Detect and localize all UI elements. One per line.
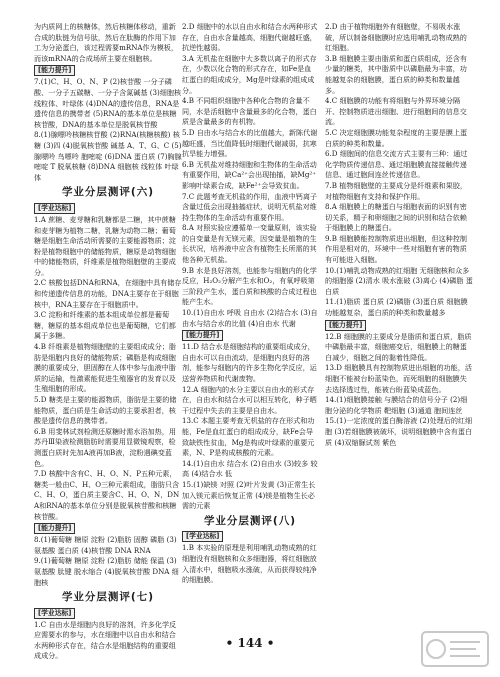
section-tag-row xyxy=(34,64,182,77)
answer-paragraph: 2.D 由于植物细胞外有细胞壁，不易吸水涨破，所以制备细胞膜时应选用哺乳动物成熟的红细胞。 xyxy=(325,22,467,53)
answer-paragraph: 14.(1)自由水 结合水 (2)自由水 (3)较多 较高 (4)结合水 低 xyxy=(182,458,318,479)
section-tag: [能力提升] xyxy=(182,330,223,341)
section-tag: [学业达标] xyxy=(34,203,75,214)
section-tag-row xyxy=(34,202,182,215)
section-tag: [能力提升] xyxy=(34,523,75,534)
answer-paragraph: 7.(1)C、H、O、N、P (2)核苷酸 一分子磷酸、一分子五碳糖、一分子含氮碱基 (3)细胞核 线粒体、叶绿体 (4)DNA的遗传信息，RNA是遗传信息的携带者 (5)RNA的基本单位是核糖核苷酸，DNA的基本单位是脱氧核苷酸 xyxy=(34,77,182,129)
section-heading: 学业分层测评(八) xyxy=(203,514,297,527)
answer-paragraph: 1.B 本实验的原理是利用哺乳动物成熟的红细胞没有细胞核和众多细胞器，将红细胞放入清水中，细胞吸水涨破，从而获得较纯净的细胞膜。 xyxy=(182,543,317,585)
section-tag-row xyxy=(182,329,318,342)
answer-paragraph: 9.B 水是良好溶剂，也能参与细胞内的化学反应，H₂O₂分解产生水和O₂，有氧呼吸第三阶段产生水，蛋白质和核酸的合成过程也能产生水。 xyxy=(182,265,317,307)
section-tag: [能力提升] xyxy=(34,65,75,76)
section-tag: [能力提升] xyxy=(325,320,366,331)
answer-paragraph: 1.C 自由水是细胞内良好的溶剂，许多化学反应需要水的参与，水在细胞中以自由水和结合水两种形式存在，结合水是细胞结构的重要组成成分。 xyxy=(34,619,177,661)
answer-paragraph: 3.C 淀粉和纤维素的基本组成单位都是葡萄糖，糖原的基本组成单位也是葡萄糖，它们都属于多糖。 xyxy=(34,310,176,341)
site-watermark-icon xyxy=(420,628,490,670)
answer-paragraph: 4.C 细胞膜的功能有将细胞与外界环境分隔开、控制物质进出细胞、进行细胞间的信息交流。 xyxy=(325,96,467,127)
answer-paragraph: 10.(1)哺乳动物成熟的红细胞 无细胞核和众多的细胞器 (2)清水 吸水涨破 (3)离心 (4)磷脂 蛋白质 xyxy=(325,265,473,296)
answer-paragraph: 为内质网上的核糖体，然后核糖体移动，重新合成的肽链为信号肽，然后在肽酶的作用下加工为分泌蛋白，该过程需要mRNA作为模板，而该mRNA的合成场所主要在细胞核。 xyxy=(34,22,178,63)
answer-paragraph: 8.(1)葡萄糖 糖原 淀粉 (2)脂肪 固醇 磷脂 (3)氨基酸 蛋白质 (4)核苷酸 DNA RNA xyxy=(34,535,177,555)
section-tag-row xyxy=(34,522,182,535)
section-tag: [学业达标] xyxy=(182,531,223,542)
answer-paragraph: 13.D 细胞膜具有控制物质进出细胞的功能，活细胞不能被台盼蓝染色，而死细胞的细胞膜失去选择透过性，能被台盼蓝染成蓝色。 xyxy=(325,363,472,394)
page-number: • 144 • xyxy=(225,636,275,650)
column-2 xyxy=(182,22,318,586)
answer-paragraph: 2.D 细胞中的水以自由水和结合水两种形式存在，自由水含量越高，细胞代谢越旺盛，抗逆性越弱。 xyxy=(182,22,318,53)
answer-paragraph: 5.D 自由水与结合水的比值越大，新陈代谢越旺盛，当比值降低时细胞代谢减弱，抗寒抗旱能力增强。 xyxy=(182,127,318,159)
answer-paragraph: 4.B 不同组织细胞中各种化合物的含量不同，水是活细胞中含量最多的化合物，蛋白质是含量最多的有机物。 xyxy=(182,96,317,127)
answer-paragraph: 9.(1)葡萄糖 糖原 淀粉 (2)脂肪 储能 保温 (3)氨基酸 肽键 脱水缩合 (4)脱氧核苷酸 DNA 细胞核 xyxy=(34,556,179,587)
answer-paragraph: 13.C 本题主要考查无机盐的存在形式和功能，Fe是血红蛋白的组成成分，缺Fe会导致缺铁性贫血，Mg是构成叶绿素的重要元素，N、P是构成核酸的元素。 xyxy=(182,416,315,458)
answer-paragraph: 10.(1)自由水 呼吸 自由水 (2)结合水 (3)自由水与结合水的比值 (4)自由水 代谢 xyxy=(182,308,318,328)
answer-paragraph: 7.B 植物细胞壁的主要成分是纤维素和果胶，对植物细胞有支持和保护作用。 xyxy=(325,180,467,201)
answer-paragraph: 9.B 细胞膜能控制物质进出细胞，但这种控制作用是相对的，环境中一些对细胞有害的物质有可能进入细胞。 xyxy=(325,233,467,265)
answer-paragraph: 11.D 结合水是细胞结构的重要组成成分，自由水可以自由流动，是细胞内良好的溶剂，能参与细胞内的许多生物化学反应，运送营养物质和代谢废物。 xyxy=(182,342,317,383)
answer-paragraph: 4.B 纤维素是植物细胞壁的主要组成成分；脂肪是细胞内良好的储能物质；磷脂是构成细胞膜的重要成分，胆固醇在人体中参与血液中脂质的运输，性激素能促进生殖器官的发育以及生殖细胞的形成。 xyxy=(34,342,176,394)
answer-paragraph: 3.B 细胞膜主要由脂质和蛋白质组成，还含有少量的糖类，其中脂质中以磷脂最为丰富，功能越复杂的细胞膜，蛋白质的种类和数量越多。 xyxy=(325,53,467,95)
section-tag-row xyxy=(182,530,318,543)
answer-paragraph: 6.B 无机盐对维持细胞和生物体的生命活动有重要作用，缺Ca²⁺会出现抽搐，缺Mg²⁺影响叶绿素合成，缺Fe²⁺会导致贫血。 xyxy=(182,159,317,190)
answer-paragraph: 15.(1)缺镁 对照 (2)叶片发黄 (3)正常生长 加入镁元素后恢复正常 (4)镁是植物生长必需的元素 xyxy=(182,479,316,511)
section-tag-row xyxy=(34,607,182,620)
answer-paragraph: 7.D 核酸中含有C、H、O、N、P五种元素，糖类一般由C、H、O三种元素组成，脂肪只含C、H、O，蛋白质主要含C、H、O、N，DNA和RNA的基本单位分别是脱氧核苷酸和核糖核苷酸。 xyxy=(34,469,180,521)
answer-paragraph: 6.D 细胞间的信息交流方式主要有三种：通过化学物质传递信息、通过细胞膜直接接触传递信息、通过胞间连丝传递信息。 xyxy=(325,149,468,180)
answer-paragraph: 8.A 细胞膜上的糖蛋白与细胞表面的识别有密切关系，精子和卵细胞之间的识别和结合依赖于细胞膜上的糖蛋白。 xyxy=(325,202,467,233)
answer-paragraph: 15.(1)一定浓度的蛋白酶溶液 (2)处理后的红细胞 (3)若细胞膜被破坏，说明细胞膜中含有蛋白质 (4)双缩脲试剂 紫色 xyxy=(325,416,473,447)
column-3 xyxy=(325,22,473,448)
answer-paragraph: 14.(1)细胞膜接触 与膜结合的信号分子 (2)细胞分泌的化学物质 靶细胞 (3)通道 胞间连丝 xyxy=(325,395,468,415)
answer-paragraph: 12.A 细胞内的水分主要以自由水的形式存在，自由水和结合水可以相互转化，种子晒干过程中失去的主要是自由水。 xyxy=(182,384,317,415)
answer-paragraph: 8.(1)腺嘌呤核糖核苷酸 (2)RNA(核糖核酸) 核糖 (3)四 (4)脱氧核苷酸 碱基 A、T、G、C (5)腺嘌呤 鸟嘌呤 胞嘧啶 (6)DNA 蛋白质 (7)胸腺嘧啶 T 脱氧核糖 (8)DNA 细胞核 线粒体 叶绿体 xyxy=(34,130,182,182)
section-heading: 学业分层测评(六) xyxy=(61,186,155,199)
answer-paragraph: 7.C 此题考查无机盐的作用，血液中钙离子含量过低会出现抽搐症状，说明无机盐对维持生物体的生命活动有重要作用。 xyxy=(182,191,318,222)
answer-paragraph: 1.A 蔗糖、麦芽糖和乳糖都是二糖，其中蔗糖和麦芽糖为植物二糖，乳糖为动物二糖；葡萄糖是细胞生命活动所需要的主要能源物质；淀粉是植物细胞中的储能物质，糖原是动物细胞中的储能物质，纤维素是植物细胞壁的主要成分。 xyxy=(34,214,176,277)
column-1 xyxy=(34,22,182,662)
section-tag-row xyxy=(325,319,473,332)
answer-paragraph: 2.C 核酸包括DNA和RNA，在细胞中具有储存和传递遗传信息的功能，DNA主要存在于细胞核中，RNA主要存在于细胞质中。 xyxy=(34,278,182,309)
answer-paragraph: 5.D 糖类是主要的能源物质，脂肪是主要的储能物质，蛋白质是生命活动的主要承担者，核酸是遗传信息的携带者。 xyxy=(34,395,177,426)
answer-paragraph: 12.B 细胞膜的主要成分是脂质和蛋白质，脂质中磷脂最丰富，细胞癌变后，细胞膜上的糖蛋白减少，细胞之间的黏着性降低。 xyxy=(325,331,472,362)
answer-paragraph: 3.A 无机盐在细胞中大多数以离子的形式存在，少数以化合物的形式存在，如Fe是血红蛋白的组成成分，Mg是叶绿素的组成成分。 xyxy=(182,53,317,95)
answer-paragraph: 8.A 对照实验应遵循单一变量原则，该实验的自变量是有无镁元素，因变量是植物的生长状况，培养液中应含有植物生长所需的其他各种无机盐。 xyxy=(182,223,317,265)
section-heading: 学业分层测评(七) xyxy=(61,591,155,604)
answer-paragraph: 6.B 用斐林试剂检测还原糖时需水浴加热，用苏丹Ⅲ染液检测脂肪时需要用显微镜观察，检测蛋白质时先加A液再加B液，淀粉遇碘变蓝色。 xyxy=(34,426,176,468)
answer-paragraph: 11.(1)脂质 蛋白质 (2)磷脂 (3)蛋白质 细胞膜功能越复杂，蛋白质的种类和数量越多 xyxy=(325,297,468,318)
section-tag: [学业达标] xyxy=(34,608,75,619)
answer-paragraph: 5.C 决定细胞膜功能复杂程度的主要是膜上蛋白质的种类和数量。 xyxy=(325,127,468,148)
